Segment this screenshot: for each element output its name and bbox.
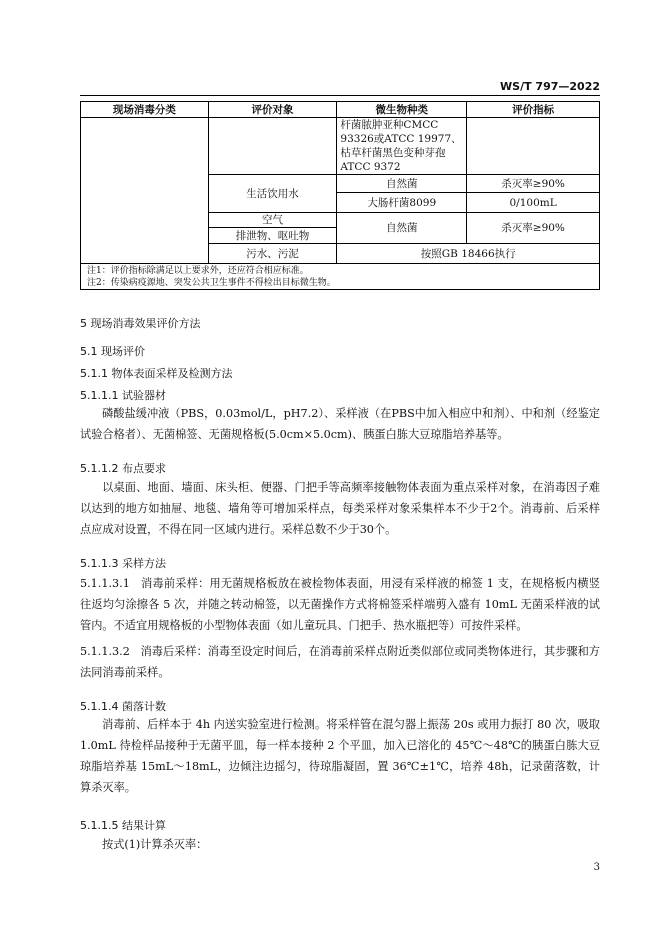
paragraph: 按式(1)计算杀灭率： — [102, 838, 208, 851]
table-cell: 污水、污泥 — [208, 244, 337, 264]
table-cell — [208, 118, 337, 175]
table-note: 注1：评价指标除满足以上要求外，还应符合相应标准。 — [87, 266, 309, 276]
section-heading: 5.1.1.4 菌落计数 — [80, 700, 166, 713]
paragraph: 以桌面、地面、墙面、床头柜、便器、门把手等高频率接触物体表面为重点采样对象，在消毒因子难以达到的地方如抽屉、地毯、墙角等可增加采样点，每类采样对象采集样本不少于2个。消毒前、后采样点应成对设置，不得在同一区域内进行。采样总数不少于30个。 — [80, 481, 600, 536]
table-cell — [467, 118, 600, 175]
table-cell: 杀灭率≥90% — [467, 213, 600, 244]
table-cell: 排泄物、呕吐物 — [208, 228, 337, 244]
header-rule — [80, 95, 600, 96]
section-heading: 5 现场消毒效果评价方法 — [80, 317, 201, 330]
standard-code: WS/T 797—2022 — [500, 80, 600, 93]
table-notes-row — [81, 264, 600, 290]
table-cell: 自然菌 — [337, 213, 467, 244]
table-note: 注2：传染病疫源地、突发公共卫生事件不得检出目标微生物。 — [87, 278, 336, 288]
table-row — [81, 118, 600, 175]
table-header-row — [81, 102, 600, 118]
section-heading: 5.1.1.3 采样方法 — [80, 557, 166, 570]
table-cell: 0/100mL — [467, 193, 600, 213]
table-cell: 杀灭率≥90% — [467, 175, 600, 193]
page-number: 3 — [593, 862, 600, 873]
column-header: 评价指标 — [467, 102, 600, 118]
section-heading: 5.1.1.5 结果计算 — [80, 819, 166, 832]
evaluation-table — [80, 101, 600, 290]
table-cell: 生活饮用水 — [208, 175, 337, 213]
table-cell — [81, 118, 209, 264]
column-header: 现场消毒分类 — [81, 102, 209, 118]
section-heading: 5.1.1.1 试验器材 — [80, 389, 166, 402]
section-heading: 5.1 现场评价 — [80, 345, 145, 358]
table-cell: 自然菌 — [337, 175, 467, 193]
column-header: 微生物种类 — [337, 102, 467, 118]
column-header: 评价对象 — [208, 102, 337, 118]
paragraph: 5.1.1.3.1 消毒前采样：用无菌规格板放在被检物体表面，用浸有采样液的棉签 1 支，在规格板内横竖往返均匀涂擦各 5 次，并随之转动棉签，以无菌操作方式将棉签采样端剪入盛有 10mL 无菌采样液的试管内。不适宜用规格板的小型物体表面（如儿童玩具、门把手、热水瓶把等）可按件采样。 — [80, 577, 600, 632]
paragraph: 磷酸盐缓冲液（PBS，0.03mol/L，pH7.2）、采样液（在PBS中加入相应中和剂）、中和剂（经鉴定试验合格者）、无菌棉签、无菌规格板(5.0cm×5.0cm)、胰蛋白胨大豆琼脂培养基等。 — [80, 407, 600, 441]
table-cell: 杆菌脓肿亚种CMCC 93326或ATCC 19977、枯草杆菌黑色变种芽孢ATCC 9372 — [337, 118, 467, 175]
table-cell: 空气 — [208, 213, 337, 228]
paragraph: 消毒前、后样本于 4h 内送实验室进行检测。将采样管在混匀器上振荡 20s 或用力振打 80 次，吸取 1.0mL 待检样品接种于无菌平皿，每一样本接种 2 个平皿，加入已溶化的 45℃～48℃的胰蛋白胨大豆琼脂培养基 15mL～18mL，边倾注边摇匀，待琼脂凝固，置 36℃±1℃，培养 48h，记录菌落数，计算杀灭率。 — [80, 718, 600, 794]
table-notes — [81, 264, 600, 290]
section-heading: 5.1.1 物体表面采样及检测方法 — [80, 367, 233, 380]
table-cell: 按照GB 18466执行 — [337, 244, 600, 264]
section-heading: 5.1.1.2 布点要求 — [80, 462, 166, 475]
paragraph: 5.1.1.3.2 消毒后采样：消毒至设定时间后，在消毒前采样点附近类似部位或同类物体进行，其步骤和方法同消毒前采样。 — [80, 645, 600, 679]
table-cell: 大肠杆菌8099 — [337, 193, 467, 213]
